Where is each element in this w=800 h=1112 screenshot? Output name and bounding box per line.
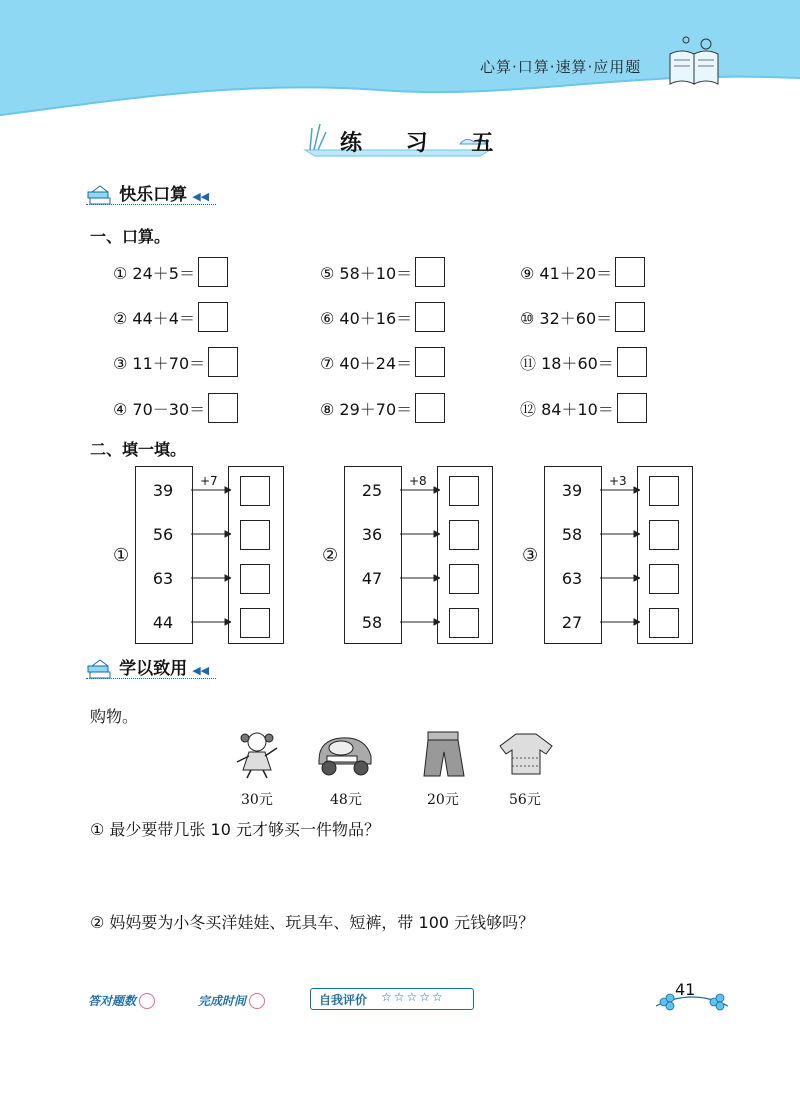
shopping-title: 购物。: [90, 707, 139, 726]
source-number: 36: [361, 525, 383, 544]
calc-item: ③ 11＋70＝: [113, 347, 238, 377]
answer-box[interactable]: [449, 564, 479, 594]
completion-time-label: 完成时间: [198, 994, 247, 1008]
section-heading-text: 快乐口算: [119, 185, 188, 205]
source-number: 58: [361, 613, 383, 632]
price-label: 30元: [241, 792, 273, 808]
page-number: 41: [675, 980, 696, 999]
divider: [86, 677, 216, 679]
source-number: 39: [561, 481, 583, 500]
correct-count-label: 答对题数: [88, 994, 137, 1008]
self-evaluation-label: 自我评价: [319, 993, 368, 1007]
source-number: 47: [361, 569, 383, 588]
answer-box[interactable]: [240, 608, 270, 638]
self-evaluation: [310, 988, 474, 1010]
answer-box[interactable]: [649, 608, 679, 638]
section-heading-text: 学以致用: [119, 659, 188, 679]
answer-box[interactable]: [415, 302, 445, 332]
question-2-label: 二、填一填。: [90, 440, 187, 459]
source-number: 63: [561, 569, 583, 588]
doll-icon: [233, 728, 281, 780]
answer-box[interactable]: [208, 393, 238, 423]
word-problem-1: ① 最少要带几张 10 元才够买一件物品？: [90, 820, 380, 839]
arrows: [400, 480, 440, 630]
answer-box[interactable]: [240, 476, 270, 506]
group-label: ①: [113, 545, 130, 566]
answer-box[interactable]: [649, 476, 679, 506]
answer-box[interactable]: [198, 257, 228, 287]
question-1-label: 一、口算。: [90, 227, 171, 246]
calc-item: ⑥ 40＋16＝: [320, 302, 445, 332]
double-arrow-icon: ◀◀: [192, 664, 210, 677]
answer-box[interactable]: [615, 302, 645, 332]
answer-box[interactable]: [415, 347, 445, 377]
answer-box[interactable]: [208, 347, 238, 377]
answer-box[interactable]: [415, 257, 445, 287]
smile-icon: [139, 993, 155, 1009]
answer-box[interactable]: [415, 393, 445, 423]
answer-box[interactable]: [649, 520, 679, 550]
correct-count: [88, 990, 155, 1009]
word-problem-2: ② 妈妈要为小冬买洋娃娃、玩具车、短裤，带 100 元钱够吗？: [90, 913, 535, 932]
calc-item: ① 24＋5＝: [113, 257, 228, 287]
calc-item: ⑧ 29＋70＝: [320, 393, 445, 423]
shirt-icon: [496, 730, 556, 778]
calc-item: ⑦ 40＋24＝: [320, 347, 445, 377]
answer-box[interactable]: [449, 608, 479, 638]
source-number: 63: [152, 569, 174, 588]
group-label: ③: [522, 545, 539, 566]
calc-item: ⑨ 41＋20＝: [520, 257, 645, 287]
double-arrow-icon: ◀◀: [192, 190, 210, 203]
answer-box[interactable]: [615, 257, 645, 287]
answer-box[interactable]: [449, 476, 479, 506]
operation-label: +7: [200, 474, 218, 488]
calc-item: ④ 70－30＝: [113, 393, 238, 423]
calc-item: ② 44＋4＝: [113, 302, 228, 332]
answer-box[interactable]: [617, 393, 647, 423]
completion-time: [198, 990, 265, 1009]
group-label: ②: [322, 545, 339, 566]
star-rating[interactable]: ☆☆☆☆☆: [381, 990, 445, 1004]
toy-car-icon: [313, 730, 377, 778]
answer-box[interactable]: [649, 564, 679, 594]
calc-item: ⑪ 18＋60＝: [520, 347, 647, 377]
price-label: 20元: [427, 792, 459, 808]
answer-box[interactable]: [198, 302, 228, 332]
arrows: [191, 480, 231, 630]
source-number: 39: [152, 481, 174, 500]
answer-box[interactable]: [449, 520, 479, 550]
shorts-icon: [420, 728, 468, 780]
header-band: [0, 0, 800, 140]
calc-item: ⑤ 58＋10＝: [320, 257, 445, 287]
source-number: 44: [152, 613, 174, 632]
answer-box[interactable]: [240, 564, 270, 594]
operation-label: +8: [409, 474, 427, 488]
header-title: 心算·口算·速算·应用题: [480, 58, 642, 76]
calc-item: ⑫ 84＋10＝: [520, 393, 647, 423]
calc-item: ⑩ 32＋60＝: [520, 302, 645, 332]
source-number: 58: [561, 525, 583, 544]
arrows: [600, 480, 640, 630]
divider: [86, 203, 216, 205]
operation-label: +3: [609, 474, 627, 488]
source-number: 56: [152, 525, 174, 544]
answer-box[interactable]: [240, 520, 270, 550]
price-label: 48元: [330, 792, 362, 808]
source-number: 25: [361, 481, 383, 500]
answer-box[interactable]: [617, 347, 647, 377]
smile-icon: [249, 993, 265, 1009]
exercise-title: 练 习 五: [340, 131, 512, 156]
source-number: 27: [561, 613, 583, 632]
price-label: 56元: [509, 792, 541, 808]
